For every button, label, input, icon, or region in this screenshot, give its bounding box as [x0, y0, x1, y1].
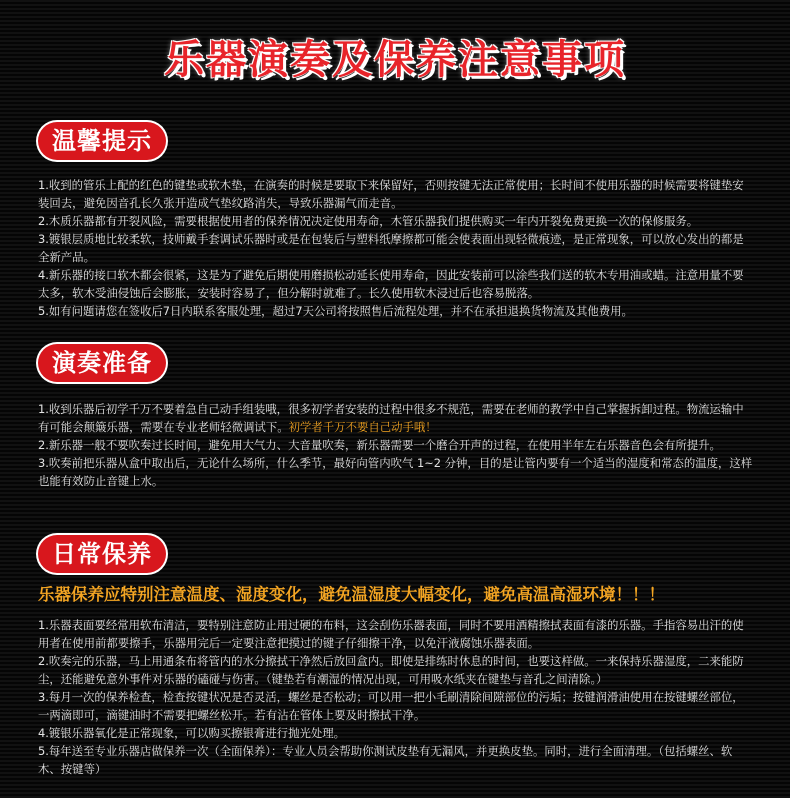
- care-item-1: 1.乐器表面要经常用软布清洁，要特别注意防止用过硬的布料，这会刮伤乐器表面，同时不要用酒精擦拭表面有漆的乐器。手指容易出汗的使用者在使用前都要擦手，乐器用完后一定要注意把摸过的键子仔细擦干净，以免汗液腐蚀乐器表面。: [38, 618, 744, 650]
- prep-item-3: 3.吹奏前把乐器从盒中取出后，无论什么场所，什么季节，最好向管内吹气 1~2 分钟，目的是让管内要有一个适当的湿度和常态的温度，这样也能有效防止音键上水。: [38, 456, 753, 488]
- care-warning: 乐器保养应特别注意温度、湿度变化，避免温湿度大幅变化，避免高温高湿环境！！！: [38, 585, 665, 604]
- prep-item-1-highlight: 初学者千万不要自己动手哦！: [288, 420, 437, 434]
- care-item-5: 5.每年送至专业乐器店做保养一次（全面保养）：专业人员会帮助你测试皮垫有无漏风，并更换皮垫。同时，进行全面清理。（包括螺丝、软木、按键等）: [38, 744, 733, 776]
- prep-item-1: [38, 400, 754, 436]
- section-heading-prep: 演奏准备: [38, 344, 166, 382]
- prep-item-1-text: 1.收到乐器后初学千万不要着急自己动手组装哦，很多初学者安装的过程中很多不规范，需要在老师的教学中自己掌握拆卸过程。物流运输中有可能会颠簸乐器，需要在专业老师轻微调试下。: [38, 402, 744, 434]
- tips-item-2: 2.木质乐器都有开裂风险，需要根据使用者的保养情况决定使用寿命，木管乐器我们提供购买一年内开裂免费更换一次的保修服务。: [38, 214, 699, 228]
- prep-list: [38, 400, 754, 490]
- section-heading-care: 日常保养: [38, 535, 166, 573]
- care-item-2: 2.吹奏完的乐器，马上用通条布将管内的水分擦拭干净然后放回盒内。即使是排练时休息的时间，也要这样做。一来保持乐器湿度，二来能防尘，还能避免意外事件对乐器的磕碰与伤害。（键垫若有潮湿的情况出现，可用吸水纸夹在键垫与音孔之间清除。）: [38, 654, 744, 686]
- page-title: 乐器演奏及保养注意事项: [164, 37, 626, 83]
- tips-item-5: 5.如有问题请您在签收后7日内联系客服处理，超过7天公司将按照售后流程处理，并不在承担退换货物流及其他费用。: [38, 304, 633, 318]
- care-list: [38, 616, 754, 778]
- section-heading-tips: 温馨提示: [38, 122, 166, 160]
- prep-item-2: 2.新乐器一般不要吹奏过长时间，避免用大气力、大音量吹奏，新乐器需要一个磨合开声的过程，在使用半年左右乐器音色会有所提升。: [38, 438, 721, 452]
- care-item-3: 3.每月一次的保养检查，检查按键状况是否灵活，螺丝是否松动；可以用一把小毛刷清除间隙部位的污垢；按键润滑油使用在按键螺丝部位，一两滴即可，滴键油时不需要把螺丝松开。若有沾在管体上要及时擦拭干净。: [38, 690, 744, 722]
- tips-item-1: 1.收到的管乐上配的红色的键垫或软木垫，在演奏的时候是要取下来保留好，否则按键无法正常使用；长时间不使用乐器的时候需要将键垫安装回去，避免因音孔长久张开造成气垫纹路消失，导致乐器漏气而走音。: [38, 178, 744, 210]
- tips-list: [38, 176, 754, 320]
- care-item-4: 4.镀银乐器氧化是正常现象，可以购买擦银膏进行抛光处理。: [38, 726, 346, 740]
- tips-item-3: 3.镀银层质地比较柔软，技师戴手套调试乐器时或是在包装后与塑料纸摩擦都可能会使表面出现轻微痕迹，是正常现象，可以放心发出的都是全新产品。: [38, 232, 744, 264]
- tips-item-4: 4.新乐器的接口软木都会很紧，这是为了避免后期使用磨损松动延长使用寿命，因此安装前可以涂些我们送的软木专用油或蜡。注意用量不要太多，软木受油侵蚀后会膨胀，安装时容易了，但分解时就难了。长久使用软木浸过后也容易脱落。: [38, 268, 744, 300]
